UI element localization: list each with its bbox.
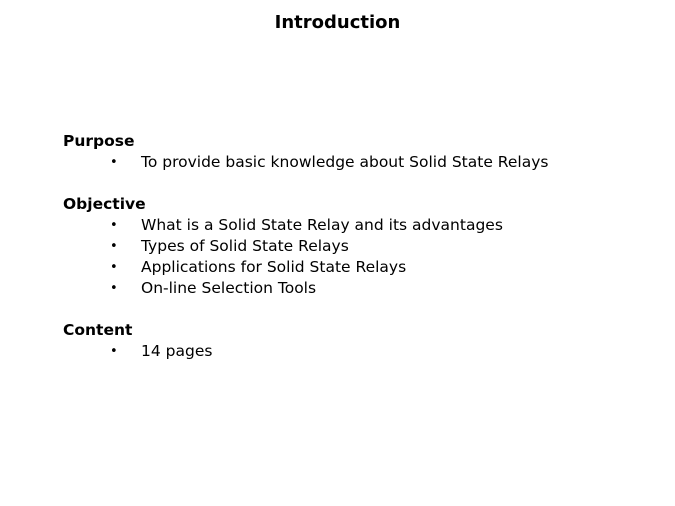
bullet-icon: • [110, 344, 118, 359]
bullet-list [63, 215, 663, 299]
bullet-icon: • [110, 260, 118, 275]
list-item-text: Types of Solid State Relays [141, 237, 349, 255]
list-item-text: On-line Selection Tools [141, 279, 317, 297]
list-item [63, 152, 663, 173]
list-item [63, 257, 663, 278]
section-objective [63, 194, 663, 299]
list-item [63, 341, 663, 362]
list-item [63, 236, 663, 257]
list-item [63, 215, 663, 236]
bullet-icon: • [110, 218, 118, 233]
list-item-text: Applications for Solid State Relays [141, 258, 407, 276]
list-item [63, 278, 663, 299]
list-item-text: 14 pages [141, 342, 213, 360]
section-heading: Objective [63, 195, 146, 213]
bullet-icon: • [110, 239, 118, 254]
spacer [63, 173, 663, 194]
list-item-text: To provide basic knowledge about Solid State Relays [141, 153, 549, 171]
slide-content [63, 131, 663, 362]
section-purpose [63, 131, 663, 173]
section-heading: Purpose [63, 132, 135, 150]
spacer [63, 299, 663, 320]
bullet-icon: • [110, 155, 118, 170]
bullet-icon: • [110, 281, 118, 296]
bullet-list [63, 152, 663, 173]
section-heading: Content [63, 321, 133, 339]
slide-title: Introduction [274, 12, 401, 33]
bullet-list [63, 341, 663, 362]
list-item-text: What is a Solid State Relay and its advantages [141, 216, 503, 234]
section-content [63, 320, 663, 362]
